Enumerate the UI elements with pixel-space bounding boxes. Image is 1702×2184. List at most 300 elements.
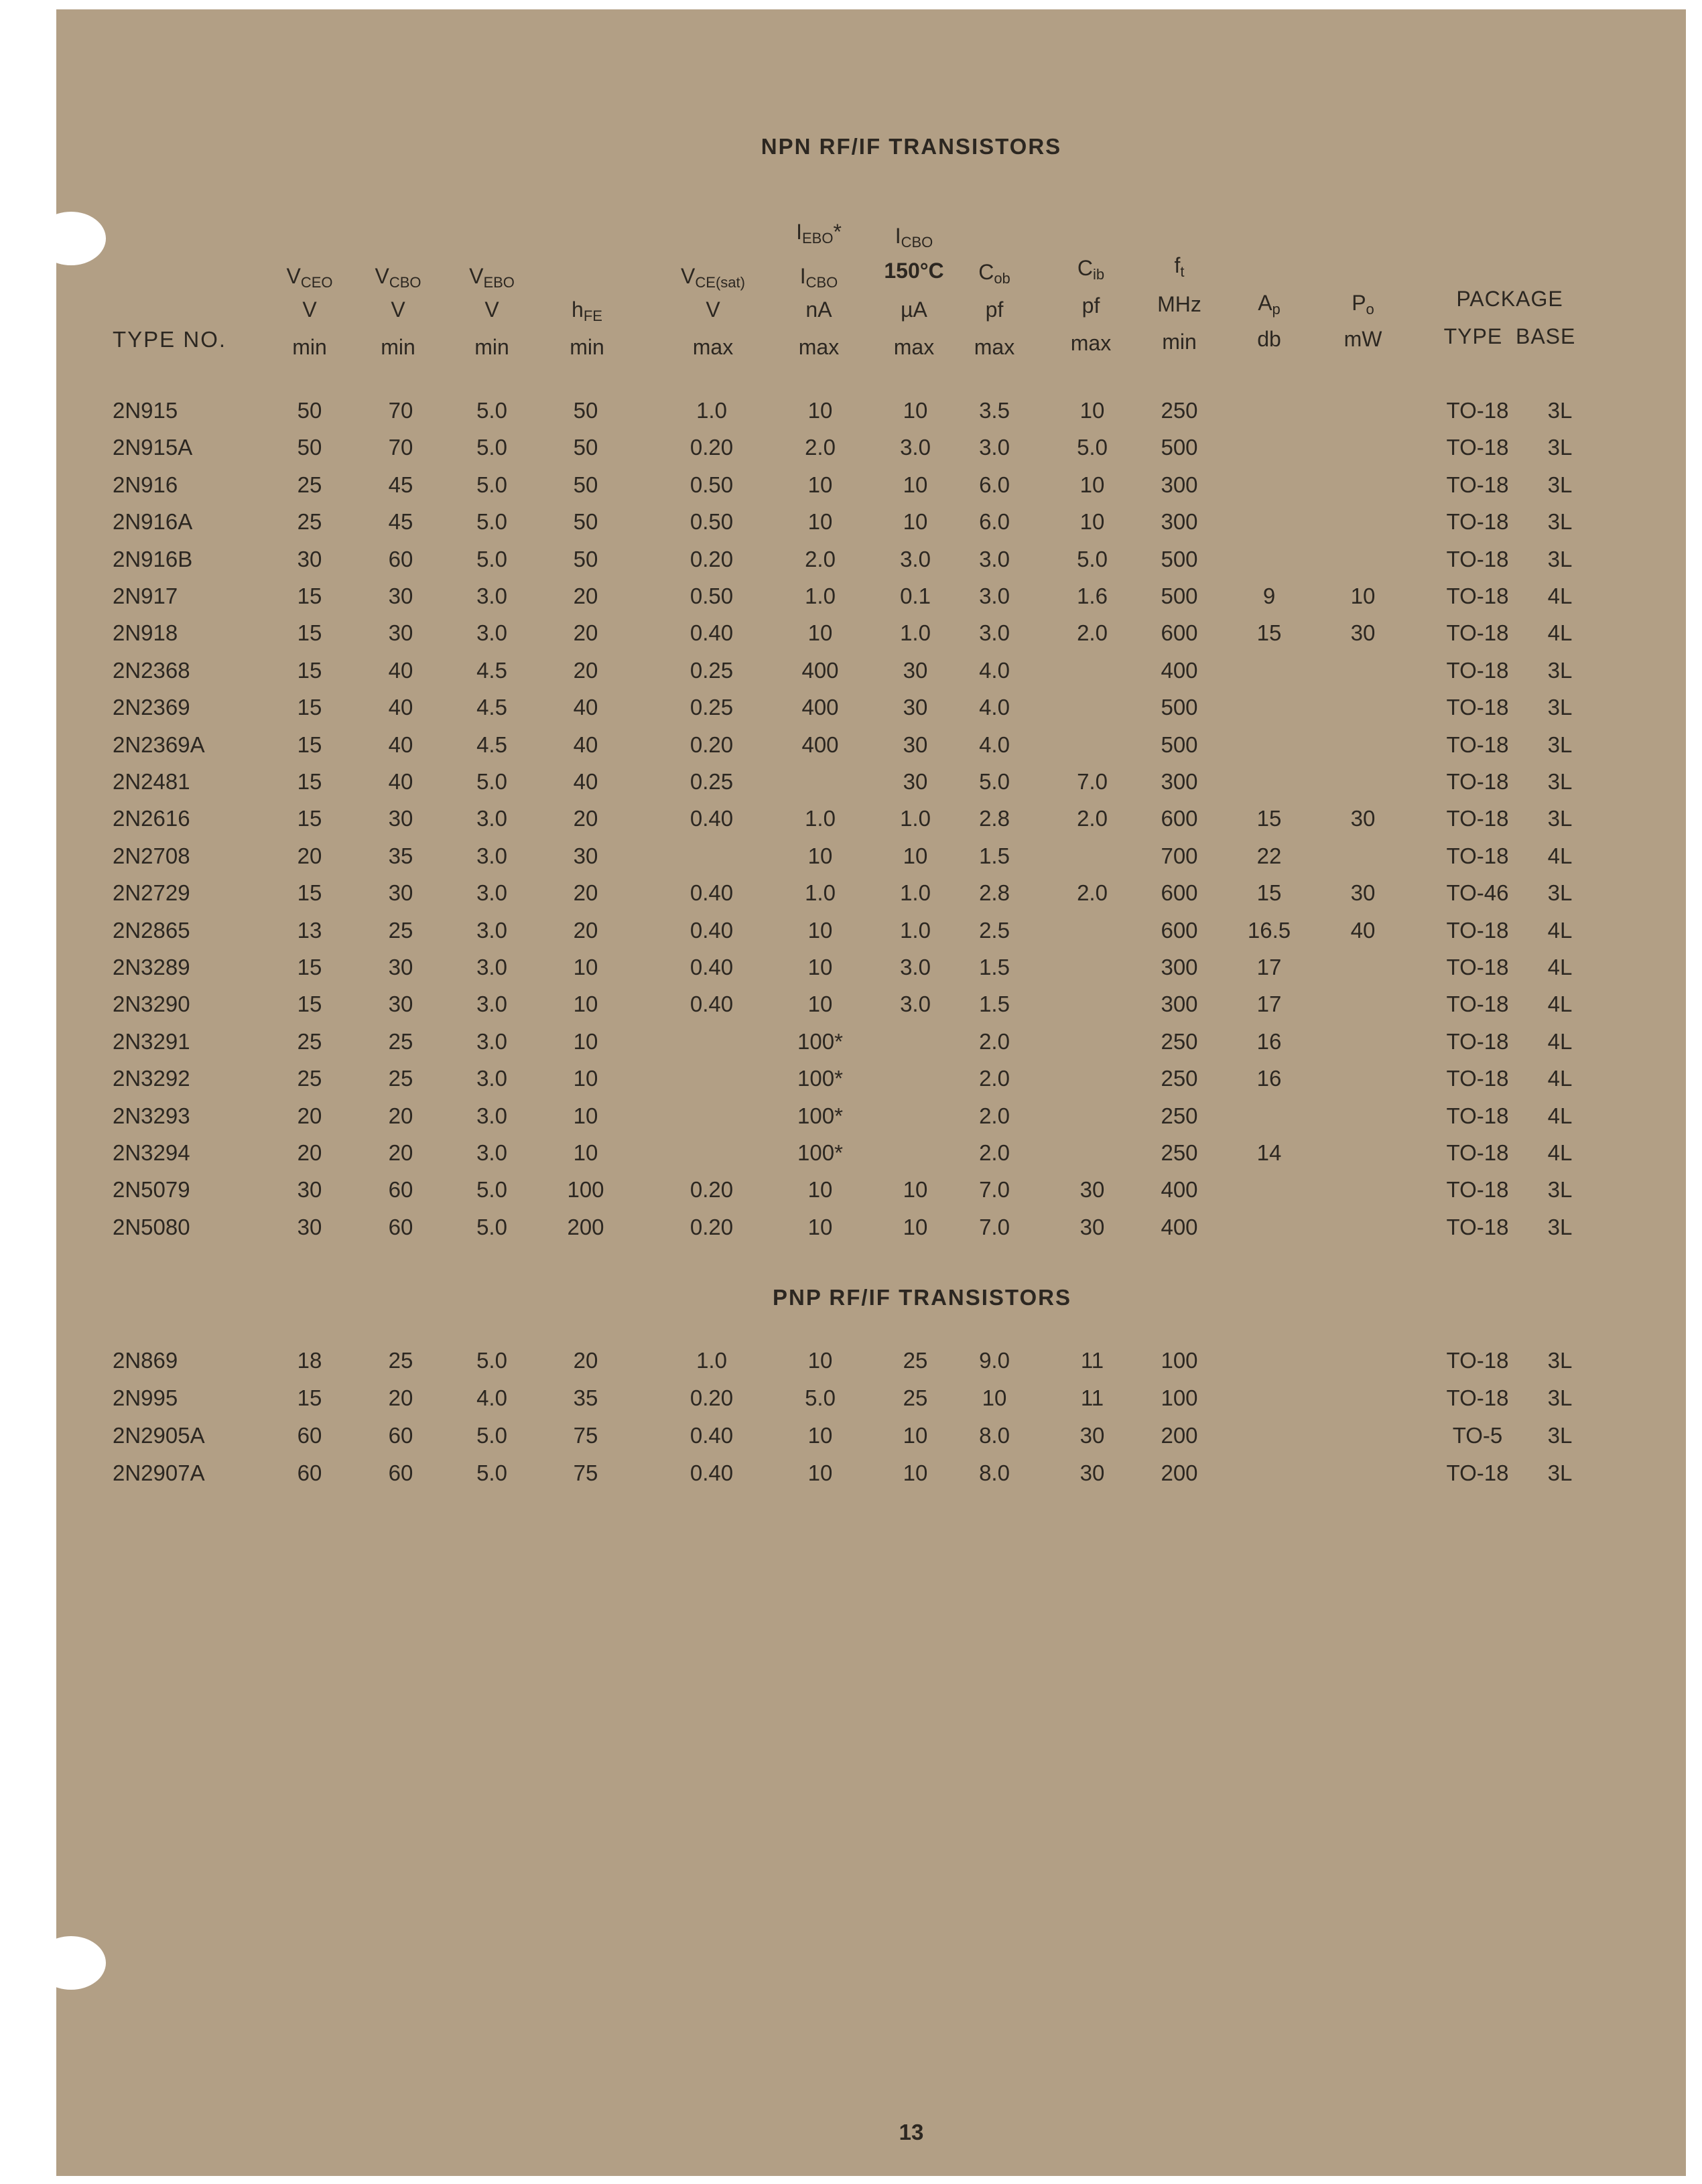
cell-iebo: 10 (807, 1460, 833, 1485)
table-row (56, 398, 1686, 431)
cell-pkg: TO-18 (1446, 1177, 1509, 1203)
cell-ft: 500 (1161, 546, 1198, 571)
cell-vceo: 20 (297, 1103, 322, 1128)
cell-iebo: 10 (807, 1348, 833, 1373)
cell-base: 3L (1547, 657, 1573, 683)
cell-base: 3L (1547, 1385, 1573, 1410)
cell-cib: 10 (1079, 472, 1105, 497)
table-row (56, 1103, 1686, 1137)
cell-pkg: TO-18 (1446, 1460, 1509, 1485)
cell-vceo: 15 (297, 695, 322, 720)
cell-icbo: 10 (903, 843, 928, 868)
cell-pkg: TO-18 (1446, 546, 1509, 571)
cell-vcesat: 1.0 (696, 398, 727, 423)
cell-vebo: 3.0 (476, 1103, 507, 1128)
table-row (56, 584, 1686, 617)
cell-hfe: 20 (573, 657, 598, 683)
cell-cob: 1.5 (979, 843, 1010, 868)
cell-hfe: 40 (573, 769, 598, 794)
cell-ft: 300 (1161, 509, 1198, 535)
cell-iebo: 100* (797, 1066, 843, 1091)
cell-vcbo: 30 (388, 880, 413, 906)
table-row (56, 732, 1686, 766)
cell-hfe: 10 (573, 1028, 598, 1054)
cell-vcesat: 0.20 (690, 1214, 734, 1239)
cell-cib: 30 (1079, 1214, 1105, 1239)
header-cob: $C_{ob}$ pf max (974, 260, 1015, 359)
cell-hfe: 50 (573, 509, 598, 535)
cell-ft: 250 (1161, 1028, 1198, 1054)
cell-base: 3L (1547, 695, 1573, 720)
cell-type: 2N3291 (113, 1028, 190, 1054)
cell-vcesat: 0.40 (690, 955, 734, 979)
cell-iebo: 10 (807, 509, 833, 535)
cell-vceo: 15 (297, 620, 322, 646)
cell-cob: 10 (982, 1385, 1007, 1410)
cell-type: 2N2369A (113, 732, 205, 757)
cell-vebo: 3.0 (476, 843, 507, 868)
cell-pkg: TO-18 (1446, 695, 1509, 720)
cell-icbo: 10 (903, 472, 928, 497)
cell-pkg: TO-18 (1446, 1348, 1509, 1373)
cell-cob: 9.0 (979, 1348, 1010, 1373)
page-number: 13 (899, 2120, 924, 2144)
cell-pkg: TO-18 (1446, 732, 1509, 757)
cell-pkg: TO-18 (1446, 806, 1509, 831)
cell-vceo: 15 (297, 584, 322, 608)
cell-iebo: 100* (797, 1028, 843, 1054)
cell-vceo: 25 (297, 472, 322, 497)
cell-ft: 600 (1161, 917, 1198, 943)
cell-cob: 4.0 (979, 695, 1010, 720)
cell-type: 2N3290 (113, 992, 190, 1017)
cell-type: 2N869 (113, 1348, 178, 1373)
cell-vcesat: 0.40 (690, 620, 734, 646)
cell-pkg: TO-18 (1446, 1103, 1509, 1128)
cell-vebo: 3.0 (476, 1140, 507, 1165)
cell-cob: 3.0 (979, 620, 1010, 646)
cell-vcbo: 70 (388, 435, 413, 460)
header-vcesat: $V_{CE(sat)}$ V max (681, 264, 745, 359)
cell-type: 2N3292 (113, 1066, 190, 1091)
cell-vebo: 3.0 (476, 584, 507, 608)
cell-ap: 16 (1256, 1066, 1282, 1091)
cell-base: 4L (1547, 843, 1573, 868)
cell-hfe: 50 (573, 472, 598, 497)
cell-icbo: 30 (903, 732, 928, 757)
cell-ft: 250 (1161, 398, 1198, 423)
table-row (56, 955, 1686, 988)
header-type-no: TYPE NO. (113, 327, 227, 352)
cell-icbo: 3.0 (900, 955, 931, 979)
cell-ap: 22 (1256, 843, 1282, 868)
cell-icbo: 25 (903, 1348, 928, 1373)
cell-vebo: 3.0 (476, 620, 507, 646)
table-row (56, 435, 1686, 468)
cell-vcesat: 0.25 (690, 657, 734, 683)
cell-base: 3L (1547, 1348, 1573, 1373)
cell-cob: 2.8 (979, 880, 1010, 906)
cell-iebo: 10 (807, 992, 833, 1017)
cell-vebo: 4.5 (476, 695, 507, 720)
cell-ft: 500 (1161, 584, 1198, 608)
cell-po: 30 (1350, 620, 1376, 646)
cell-cob: 5.0 (979, 769, 1010, 794)
cell-cob: 3.5 (979, 398, 1010, 423)
cell-icbo: 30 (903, 769, 928, 794)
cell-pkg: TO-18 (1446, 584, 1509, 608)
cell-type: 2N916A (113, 509, 193, 535)
table-row (56, 1215, 1686, 1248)
cell-type: 2N2865 (113, 917, 190, 943)
cell-vcbo: 30 (388, 806, 413, 831)
cell-pkg: TO-18 (1446, 472, 1509, 497)
cell-type: 2N2905A (113, 1423, 205, 1448)
cell-vceo: 15 (297, 880, 322, 906)
cell-vebo: 3.0 (476, 880, 507, 906)
cell-cib: 10 (1079, 398, 1105, 423)
cell-ft: 300 (1161, 955, 1198, 979)
cell-ap: 16 (1256, 1028, 1282, 1054)
cell-vcbo: 30 (388, 584, 413, 608)
cell-ap: 16.5 (1247, 917, 1291, 943)
cell-pkg: TO-18 (1446, 1214, 1509, 1239)
cell-ap: 15 (1256, 620, 1282, 646)
cell-hfe: 30 (573, 843, 598, 868)
cell-ft: 400 (1161, 1177, 1198, 1203)
cell-hfe: 200 (567, 1214, 604, 1239)
cell-pkg: TO-46 (1446, 880, 1509, 906)
header-package: PACKAGE TYPE BASE (1443, 287, 1576, 348)
cell-icbo: 1.0 (900, 917, 931, 943)
cell-vcesat: 0.20 (690, 435, 734, 460)
cell-base: 3L (1547, 1177, 1573, 1203)
cell-vceo: 30 (297, 1177, 322, 1203)
cell-vebo: 4.5 (476, 657, 507, 683)
cell-vceo: 30 (297, 1214, 322, 1239)
cell-ft: 100 (1161, 1385, 1198, 1410)
cell-hfe: 75 (573, 1423, 598, 1448)
cell-vcesat: 0.50 (690, 584, 734, 608)
binder-hole-top (56, 212, 106, 265)
cell-type: 2N915 (113, 398, 178, 423)
cell-hfe: 40 (573, 695, 598, 720)
cell-ap: 17 (1256, 992, 1282, 1017)
cell-vebo: 5.0 (476, 1214, 507, 1239)
cell-vceo: 25 (297, 1028, 322, 1054)
cell-cob: 7.0 (979, 1214, 1010, 1239)
cell-po: 10 (1350, 584, 1376, 608)
cell-hfe: 20 (573, 1348, 598, 1373)
table-row (56, 769, 1686, 803)
header-vceo: $V_{CEO}$ V min (286, 264, 333, 359)
cell-vcesat: 0.50 (690, 472, 734, 497)
cell-base: 3L (1547, 806, 1573, 831)
cell-base: 3L (1547, 546, 1573, 571)
cell-hfe: 10 (573, 1066, 598, 1091)
cell-vcesat: 0.25 (690, 769, 734, 794)
cell-hfe: 10 (573, 955, 598, 979)
cell-ft: 300 (1161, 472, 1198, 497)
cell-base: 3L (1547, 1423, 1573, 1448)
cell-pkg: TO-18 (1446, 1066, 1509, 1091)
cell-iebo: 100* (797, 1103, 843, 1128)
cell-base: 4L (1547, 584, 1573, 608)
cell-iebo: 5.0 (805, 1385, 836, 1410)
cell-cob: 2.8 (979, 806, 1010, 831)
header-icbo-150c: $I_{CBO}$ 150°C µA max (884, 224, 944, 359)
cell-vcbo: 45 (388, 509, 413, 535)
cell-ft: 600 (1161, 880, 1198, 906)
cell-base: 3L (1547, 732, 1573, 757)
table-row (56, 992, 1686, 1025)
cell-vcesat: 0.40 (690, 992, 734, 1017)
cell-vcbo: 25 (388, 1066, 413, 1091)
cell-pkg: TO-18 (1446, 1028, 1509, 1054)
cell-type: 2N3294 (113, 1140, 190, 1165)
cell-vebo: 3.0 (476, 1066, 507, 1091)
cell-type: 2N2708 (113, 843, 190, 868)
cell-ft: 400 (1161, 1214, 1198, 1239)
cell-cob: 6.0 (979, 509, 1010, 535)
cell-icbo: 30 (903, 657, 928, 683)
cell-pkg: TO-18 (1446, 657, 1509, 683)
cell-type: 2N995 (113, 1385, 178, 1410)
cell-cob: 3.0 (979, 435, 1010, 460)
cell-base: 4L (1547, 1140, 1573, 1165)
cell-hfe: 10 (573, 1140, 598, 1165)
cell-type: 2N916 (113, 472, 178, 497)
cell-vebo: 3.0 (476, 992, 507, 1017)
cell-iebo: 10 (807, 1177, 833, 1203)
cell-vcesat: 0.20 (690, 546, 734, 571)
table-row (56, 1140, 1686, 1174)
header-cib: $C_{ib}$ pf max (1070, 256, 1112, 355)
cell-hfe: 35 (573, 1385, 598, 1410)
table-row (56, 880, 1686, 914)
cell-cib: 5.0 (1077, 435, 1108, 460)
cell-vcesat: 0.20 (690, 1385, 734, 1410)
cell-ap: 9 (1262, 584, 1276, 608)
cell-vceo: 25 (297, 509, 322, 535)
cell-vebo: 3.0 (476, 806, 507, 831)
cell-vcesat: 0.40 (690, 880, 734, 906)
cell-iebo: 400 (801, 732, 839, 757)
cell-cob: 8.0 (979, 1460, 1010, 1485)
cell-base: 4L (1547, 955, 1573, 979)
cell-vcbo: 30 (388, 620, 413, 646)
cell-cob: 4.0 (979, 657, 1010, 683)
cell-iebo: 10 (807, 1214, 833, 1239)
table-row (56, 1385, 1686, 1419)
cell-pkg: TO-18 (1446, 435, 1509, 460)
cell-cib: 11 (1080, 1348, 1104, 1373)
cell-vceo: 20 (297, 1140, 322, 1165)
cell-type: 2N5079 (113, 1177, 190, 1203)
cell-iebo: 10 (807, 1423, 833, 1448)
table-row (56, 695, 1686, 728)
cell-ft: 300 (1161, 992, 1198, 1017)
cell-vcesat: 0.50 (690, 509, 734, 535)
cell-icbo: 3.0 (900, 546, 931, 571)
cell-iebo: 400 (801, 657, 839, 683)
cell-pkg: TO-18 (1446, 917, 1509, 943)
cell-vcesat: 1.0 (696, 1348, 727, 1373)
cell-vcbo: 40 (388, 695, 413, 720)
cell-hfe: 20 (573, 880, 598, 906)
binder-hole-bottom (56, 1936, 106, 1990)
cell-po: 40 (1350, 917, 1376, 943)
cell-iebo: 100* (797, 1140, 843, 1165)
cell-base: 3L (1547, 1460, 1573, 1485)
cell-iebo: 10 (807, 620, 833, 646)
cell-cob: 1.5 (979, 992, 1010, 1017)
cell-type: 2N5080 (113, 1214, 190, 1239)
table-row (56, 1029, 1686, 1063)
cell-icbo: 30 (903, 695, 928, 720)
header-vebo: $V_{EBO}$ V min (469, 264, 515, 359)
cell-vebo: 3.0 (476, 955, 507, 979)
cell-ft: 200 (1161, 1423, 1198, 1448)
cell-pkg: TO-18 (1446, 955, 1509, 979)
header-ap: $A_p$ db (1257, 291, 1281, 351)
cell-vcbo: 40 (388, 732, 413, 757)
header-po: $P_o$ mW (1344, 291, 1382, 351)
cell-icbo: 0.1 (900, 584, 931, 608)
cell-vceo: 15 (297, 1385, 322, 1410)
cell-base: 3L (1547, 398, 1573, 423)
cell-cob: 7.0 (979, 1177, 1010, 1203)
cell-icbo: 3.0 (900, 992, 931, 1017)
cell-cib: 1.6 (1077, 584, 1108, 608)
cell-hfe: 50 (573, 546, 598, 571)
cell-vcbo: 25 (388, 1348, 413, 1373)
cell-icbo: 1.0 (900, 880, 931, 906)
cell-icbo: 3.0 (900, 435, 931, 460)
cell-vceo: 30 (297, 546, 322, 571)
cell-iebo: 10 (807, 843, 833, 868)
cell-vceo: 50 (297, 398, 322, 423)
cell-ft: 400 (1161, 657, 1198, 683)
cell-type: 2N915A (113, 435, 193, 460)
cell-vcesat: 0.25 (690, 695, 734, 720)
cell-vcesat: 0.20 (690, 1177, 734, 1203)
cell-base: 4L (1547, 1103, 1573, 1128)
cell-ft: 200 (1161, 1460, 1198, 1485)
cell-type: 2N2368 (113, 657, 190, 683)
cell-iebo: 1.0 (805, 880, 836, 906)
cell-cob: 3.0 (979, 584, 1010, 608)
cell-vcbo: 70 (388, 398, 413, 423)
table-row (56, 918, 1686, 951)
cell-pkg: TO-5 (1452, 1423, 1503, 1448)
cell-icbo: 1.0 (900, 806, 931, 831)
cell-vcbo: 60 (388, 1423, 413, 1448)
cell-vcbo: 30 (388, 955, 413, 979)
cell-iebo: 2.0 (805, 435, 836, 460)
cell-iebo: 10 (807, 917, 833, 943)
cell-base: 4L (1547, 1028, 1573, 1054)
cell-base: 3L (1547, 435, 1573, 460)
table-row (56, 658, 1686, 691)
cell-vcesat: 0.40 (690, 1423, 734, 1448)
table-row (56, 843, 1686, 877)
cell-vcbo: 20 (388, 1385, 413, 1410)
header-ft: $f_t$ MHz min (1157, 253, 1201, 354)
cell-icbo: 10 (903, 509, 928, 535)
cell-iebo: 10 (807, 472, 833, 497)
cell-vceo: 15 (297, 992, 322, 1017)
cell-hfe: 10 (573, 1103, 598, 1128)
cell-vcesat: 0.20 (690, 732, 734, 757)
cell-ft: 700 (1161, 843, 1198, 868)
cell-pkg: TO-18 (1446, 1140, 1509, 1165)
cell-vceo: 15 (297, 806, 322, 831)
cell-hfe: 50 (573, 435, 598, 460)
cell-ft: 100 (1161, 1348, 1198, 1373)
cell-type: 2N917 (113, 584, 178, 608)
cell-cib: 30 (1079, 1423, 1105, 1448)
table-row (56, 1460, 1686, 1494)
cell-base: 3L (1547, 509, 1573, 535)
cell-ap: 15 (1256, 806, 1282, 831)
cell-vcesat: 0.40 (690, 1460, 734, 1485)
cell-vebo: 5.0 (476, 1348, 507, 1373)
cell-pkg: TO-18 (1446, 509, 1509, 535)
cell-vceo: 15 (297, 657, 322, 683)
cell-cob: 2.0 (979, 1028, 1010, 1054)
cell-pkg: TO-18 (1446, 620, 1509, 646)
pnp-section-title: PNP RF/IF TRANSISTORS (773, 1285, 1071, 1310)
cell-vceo: 15 (297, 769, 322, 794)
cell-cib: 7.0 (1077, 769, 1108, 794)
header-iebo-icbo: $I_{EBO}*$ $I_{CBO}$ nA max (796, 220, 842, 359)
cell-cob: 2.0 (979, 1066, 1010, 1091)
cell-icbo: 10 (903, 1214, 928, 1239)
cell-icbo: 25 (903, 1385, 928, 1410)
cell-type: 2N2616 (113, 806, 190, 831)
cell-ft: 250 (1161, 1103, 1198, 1128)
cell-vebo: 5.0 (476, 546, 507, 571)
cell-vebo: 4.5 (476, 732, 507, 757)
cell-ft: 250 (1161, 1140, 1198, 1165)
cell-iebo: 1.0 (805, 806, 836, 831)
cell-ft: 600 (1161, 806, 1198, 831)
cell-pkg: TO-18 (1446, 398, 1509, 423)
cell-vcesat: 0.40 (690, 806, 734, 831)
table-row (56, 1348, 1686, 1381)
cell-base: 4L (1547, 620, 1573, 646)
cell-vebo: 4.0 (476, 1385, 507, 1410)
table-row (56, 509, 1686, 543)
cell-cob: 6.0 (979, 472, 1010, 497)
cell-cib: 30 (1079, 1177, 1105, 1203)
cell-icbo: 10 (903, 1423, 928, 1448)
cell-vebo: 5.0 (476, 1177, 507, 1203)
cell-vcbo: 60 (388, 1460, 413, 1485)
cell-hfe: 20 (573, 917, 598, 943)
cell-hfe: 20 (573, 584, 598, 608)
cell-hfe: 20 (573, 620, 598, 646)
cell-vcbo: 60 (388, 1177, 413, 1203)
cell-po: 30 (1350, 806, 1376, 831)
cell-vebo: 5.0 (476, 472, 507, 497)
cell-vceo: 25 (297, 1066, 322, 1091)
cell-vebo: 5.0 (476, 1423, 507, 1448)
cell-pkg: TO-18 (1446, 1385, 1509, 1410)
cell-type: 2N2481 (113, 769, 190, 794)
cell-iebo: 1.0 (805, 584, 836, 608)
